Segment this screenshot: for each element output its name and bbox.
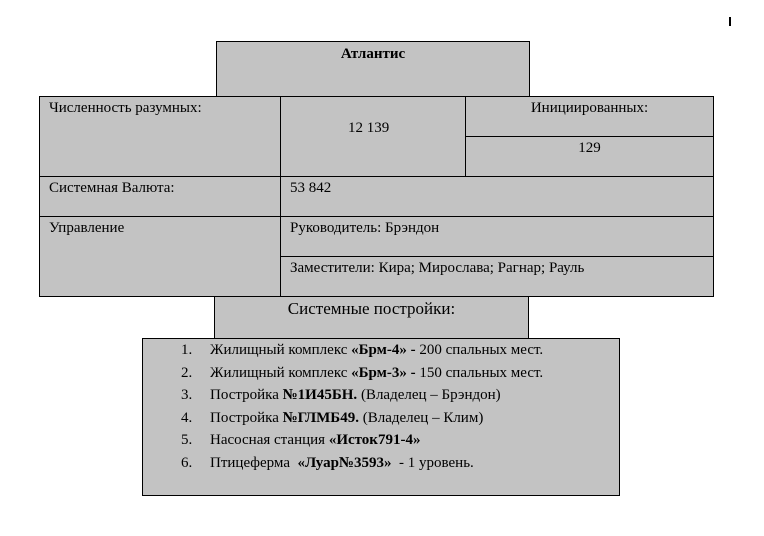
list-item-number: 4. [181, 409, 193, 426]
list-item-code: «Луар№3593» [297, 454, 392, 471]
text-cursor [729, 17, 731, 26]
initiated-label: Инициированных: [530, 100, 649, 116]
deputies-line: Заместители: Кира; Мирослава; Рагнар; Рауль [290, 260, 585, 276]
page-title: Атлантис [340, 46, 406, 62]
list-item-detail: (Владелец – Клим) [358, 409, 484, 426]
list-item-text: Жилищный комплекс [210, 364, 352, 381]
list-item-number: 2. [181, 364, 193, 381]
leader-line: Руководитель: Брэндон [290, 220, 440, 236]
population-label: Численность разумных: [49, 100, 202, 116]
list-item-code: «Брм-4» - [351, 342, 416, 358]
list-item-detail: (Владелец – Брэндон) [357, 387, 501, 404]
list-item-number: 5. [181, 432, 193, 449]
currency-value: 53 842 [290, 180, 332, 196]
list-item-number: 3. [181, 387, 193, 404]
initiated-value: 129 [578, 140, 601, 156]
list-item-text: Насосная станция [210, 432, 329, 449]
population-value: 12 139 [348, 120, 390, 136]
list-item-code: №ГЛМБ49. [282, 409, 359, 426]
list-item-number: 1. [181, 342, 193, 358]
list-item-text: Постройка [210, 409, 283, 426]
currency-label: Системная Валюта: [49, 180, 175, 196]
currency-value-cell [280, 176, 714, 217]
list-item-detail: 200 спальных мест. [415, 342, 544, 358]
list-item-number: 6. [181, 454, 193, 471]
list-item-detail: - 1 уровень. [391, 454, 474, 471]
list-item-text: Жилищный комплекс [210, 342, 352, 358]
buildings-title: Системные постройки: [287, 299, 456, 318]
list-item-code: №1И45БН. [282, 387, 358, 404]
list-item-detail: 150 спальных мест. [415, 364, 544, 381]
list-item-code: «Исток791-4» [328, 432, 421, 449]
management-label: Управление [49, 220, 125, 236]
list-item-text: Птицеферма [210, 454, 298, 471]
list-item-code: «Брм-3» - [351, 364, 416, 381]
list-item-text: Постройка [210, 387, 283, 404]
